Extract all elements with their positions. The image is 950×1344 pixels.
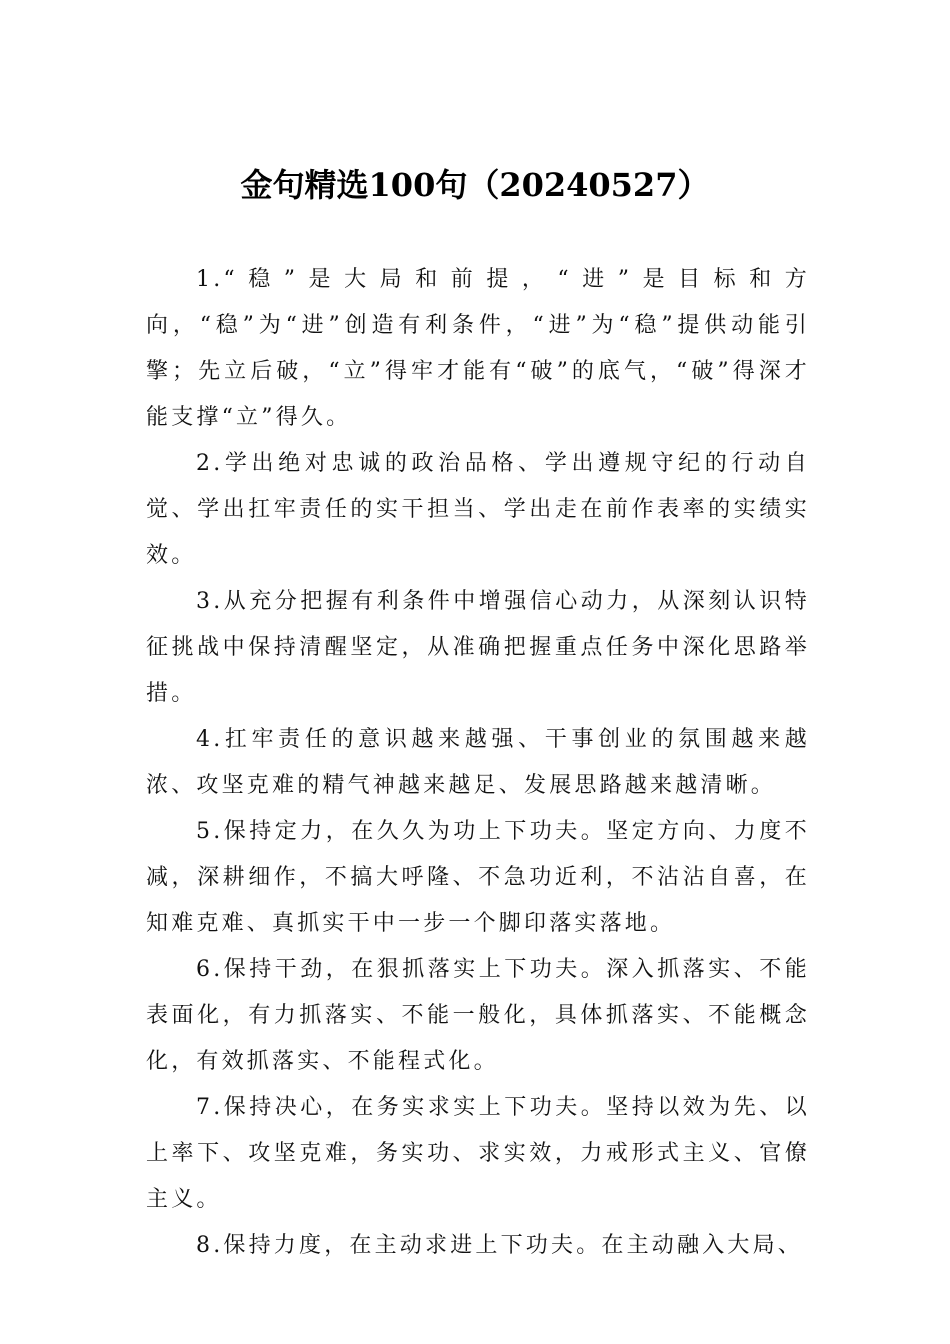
paragraph-2: 2.学出绝对忠诚的政治品格、学出遵规守纪的行动自觉、学出扛牢责任的实干担当、学出走在前作表率的实绩实效。 [146,451,810,568]
paragraph-5: 5.保持定力，在久久为功上下功夫。坚定方向、力度不减，深耕细作，不搞大呼隆、不急功近利，不沾沾自喜，在知难克难、真抓实干中一步一个脚印落实落地。 [146,819,810,936]
page-title: 金句精选100句（20240527） [240,166,710,204]
paragraph-3: 3.从充分把握有利条件中增强信心动力，从深刻认识特征挑战中保持清醒坚定，从准确把握重点任务中深化思路举措。 [146,589,810,706]
paragraph-4: 4.扛牢责任的意识越来越强、干事创业的氛围越来越浓、攻坚克难的精气神越来越足、发展思路越来越清晰。 [146,727,810,798]
document-body [146,257,810,1269]
paragraph-1: 1.“稳”是大局和前提，“进”是目标和方向，“稳”为“进”创造有利条件，“进”为“稳”提供动能引擎；先立后破，“立”得牢才能有“破”的底气，“破”得深才能支撑“立”得久。 [146,267,810,430]
paragraph-6: 6.保持干劲，在狠抓落实上下功夫。深入抓落实、不能表面化，有力抓落实、不能一般化，具体抓落实、不能概念化，有效抓落实、不能程式化。 [146,957,810,1074]
paragraph-8: 8.保持力度，在主动求进上下功夫。在主动融入大局、 [196,1233,803,1258]
paragraph-7: 7.保持决心，在务实求实上下功夫。坚持以效为先、以上率下、攻坚克难，务实功、求实效，力戒形式主义、官僚主义。 [146,1095,810,1212]
